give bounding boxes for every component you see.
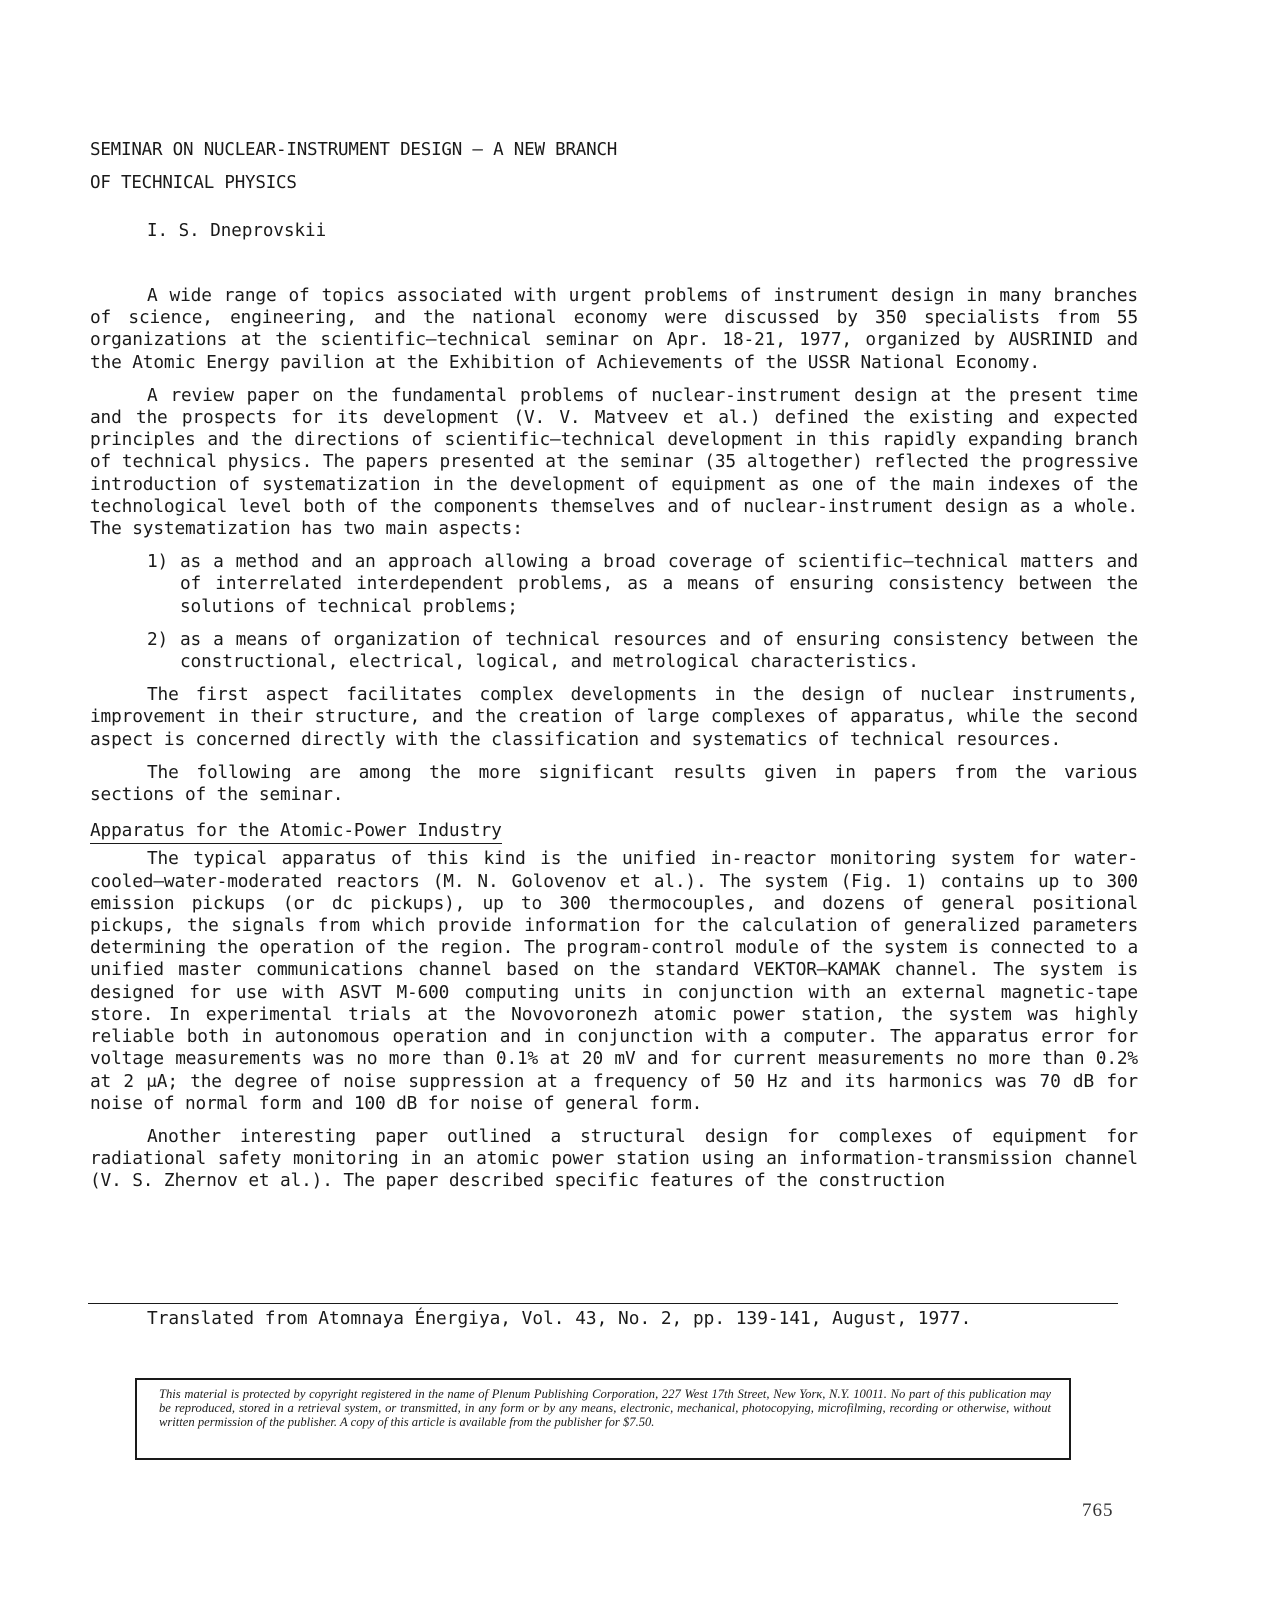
paragraph-apparatus: The typical apparatus of this kind is the unified in-reactor monitoring system for water-cooled—water-moderated reactors (M. N. Golovenov et al.). The system (Fig. 1) contains up to 300 emission pickups (or dc pickups), up to 300 thermocouples, and dozens of general positional pickups, the signals from which provide information for the calculation of generalized parameters determining the operation of the region. The program-control module of the system is connected to a unified master communications channel based on the standard VEKTOR—KAMAK channel. The system is designed for use with ASVT M-600 computing units in conjunction with an external magnetic-tape store. In experimental trials at the Novovoronezh atomic power station, the system was highly reliable both in autonomous operation and in conjunction with a computer. The apparatus error for voltage measurements was no more than 0.1% at 20 mV and for current measurements no more than 0.2% at 2 μA; the degree of noise suppression at a frequency of 50 Hz and its harmonics was 70 dB for noise of normal form and 100 dB for noise of general form. <box>90 848 1138 1114</box>
list-item-1 <box>90 551 1138 618</box>
copyright-notice: This material is protected by copyright registered in the name of Plenum Publishing Corporation, 227 West 17th Street, New Yorк, N.Y. 10011. No part of this publication may be reproduced, stored in a retrieval system, or transmitted, in any form or by any means, electronic, mechanical, photocopying, microfilming, recording or otherwise, without written permission of the publisher. A copy of this article is available from the publisher for $7.50. <box>135 1378 1071 1460</box>
paragraph-first-aspect: The first aspect facilitates complex developments in the design of nuclear instruments, improvement in their structure, and the creation of large complexes of apparatus, while the second aspect is concerned directly with the classification and systematics of technical resources. <box>90 684 1138 750</box>
section-heading-text: Apparatus for the Atomic-Power Industry <box>90 820 502 844</box>
footnote-divider <box>88 1303 1118 1304</box>
list-number-1: 1) <box>147 551 169 573</box>
paragraph-review: A review paper on the fundamental problems of nuclear-instrument design at the present time and the prospects for its development (V. V. Matveev et al.) defined the existing and expected principles and the directions of scientific—technical development in this rapidly expanding branch of technical physics. The papers presented at the seminar (35 altogether) reflected the progressive introduction of systematization in the development of equipment as one of the main indexes of the technological level both of the components themselves and of nuclear-instrument design as a whole. The systematization has two main aspects: <box>90 384 1138 540</box>
paragraph-intro: A wide range of topics associated with urgent problems of instrument design in many branches of science, engineering, and the national economy were discussed by 350 specialists from 55 organizations at the scientific—technical seminar on Apr. 18-21, 1977, organized by AUSRINID and the Atomic Energy pavilion at the Exhibition of Achievements of the USSR National Economy. <box>90 285 1138 373</box>
list-number-2: 2) <box>147 628 169 650</box>
list-item-2 <box>90 629 1138 673</box>
paragraph-results: The following are among the more significant results given in papers from the various sections of the seminar. <box>90 761 1138 806</box>
article-body <box>90 285 1138 1204</box>
list-text-1: as a method and an approach allowing a broad coverage of scientific—technical matters and of interrelated interdependent problems, as a means of ensuring consistency between the solutions of technical problems; <box>180 551 1138 617</box>
list-text-2: as a means of organization of technical resources and of ensuring consistency between the constructional, electrical, logical, and metrological characteristics. <box>180 628 1138 673</box>
page-number: 765 <box>1082 1500 1114 1521</box>
title-line-2: OF TECHNICAL PHYSICS <box>90 173 297 193</box>
title-line-1: SEMINAR ON NUCLEAR-INSTRUMENT DESIGN — A NEW BRANCH <box>90 140 618 160</box>
section-heading <box>90 820 1138 848</box>
author: I. S. Dneprovskii <box>147 221 327 241</box>
paragraph-safety: Another interesting paper outlined a structural design for complexes of equipment for radiational safety monitoring in an atomic power station using an information-transmission channel (V. S. Zhernov et al.). The paper described specific features of the construction <box>90 1125 1138 1192</box>
translation-footnote: Translated from Atomnaya Énergiya, Vol. 43, No. 2, pp. 139-141, August, 1977. <box>147 1308 972 1329</box>
